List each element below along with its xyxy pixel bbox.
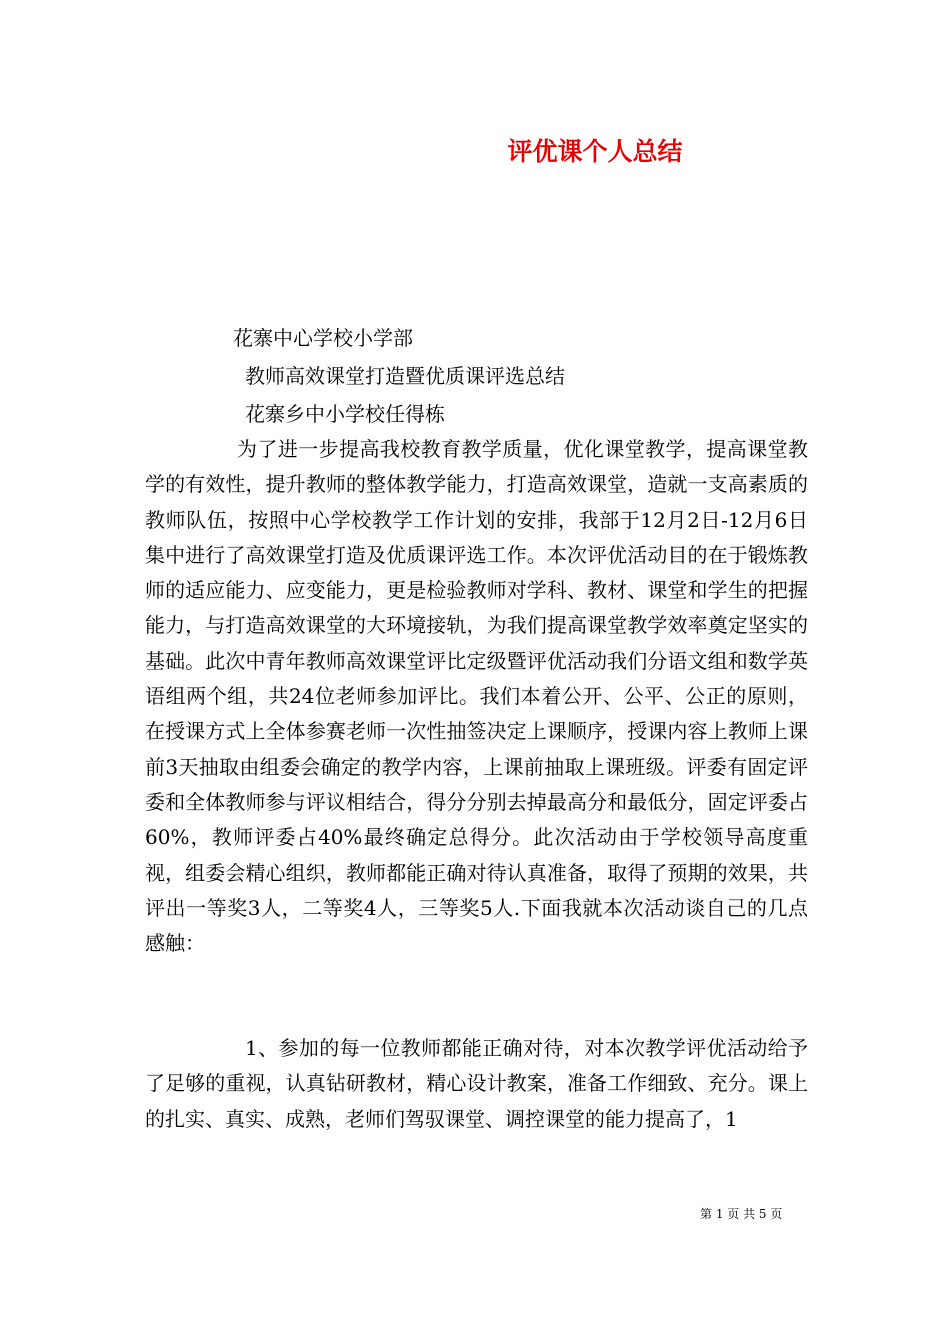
report-subtitle-line: 教师高效课堂打造暨优质课评选总结 — [245, 364, 565, 388]
body-paragraph-1: 为了进一步提高我校教育教学质量，优化课堂教学，提高课堂教学的有效性，提升教师的整体教学能力，打造高效课堂，造就一支高素质的教师队伍，按照中心学校教学工作计划的安排，我部于12月2日-12月6日集中进行了高效课堂打造及优质课评选工作。本次评优活动目的在于锻炼教师的适应能力、应变能力，更是检验教师对学科、教材、课堂和学生的把握能力，与打造高效课堂的大环境接轨，为我们提高课堂教学效率奠定坚实的基础。此次中青年教师高效课堂评比定级暨评优活动我们分语文组和数学英语组两个组，共24位老师参加评比。我们本着公开、公平、公正的原则，在授课方式上全体参赛老师一次性抽签决定上课顺序，授课内容上教师上课前3天抽取由组委会确定的教学内容，上课前抽取上课班级。评委有固定评委和全体教师参与评议相结合，得分分别去掉最高分和最低分，固定评委占60%，教师评委占40%最终确定总得分。此次活动由于学校领导高度重视，组委会精心组织，教师都能正确对待认真准备，取得了预期的效果，共评出一等奖3人，二等奖4人，三等奖5人.下面我就本次活动谈自己的几点感触： — [145, 437, 808, 956]
page-footer: 第 1 页 共 5 页 — [700, 1207, 783, 1221]
author-line: 花寨乡中小学校任得栋 — [245, 402, 445, 426]
body-paragraph-2: 1、参加的每一位教师都能正确对待，对本次教学评优活动给予了足够的重视，认真钻研教材，精心设计教案，准备工作细致、充分。课上的扎实、真实、成熟，老师们驾驭课堂、调控课堂的能力提高了，1 — [145, 1036, 808, 1131]
school-name-line: 花寨中心学校小学部 — [233, 326, 413, 350]
document-title: 评优课个人总结 — [507, 137, 683, 166]
